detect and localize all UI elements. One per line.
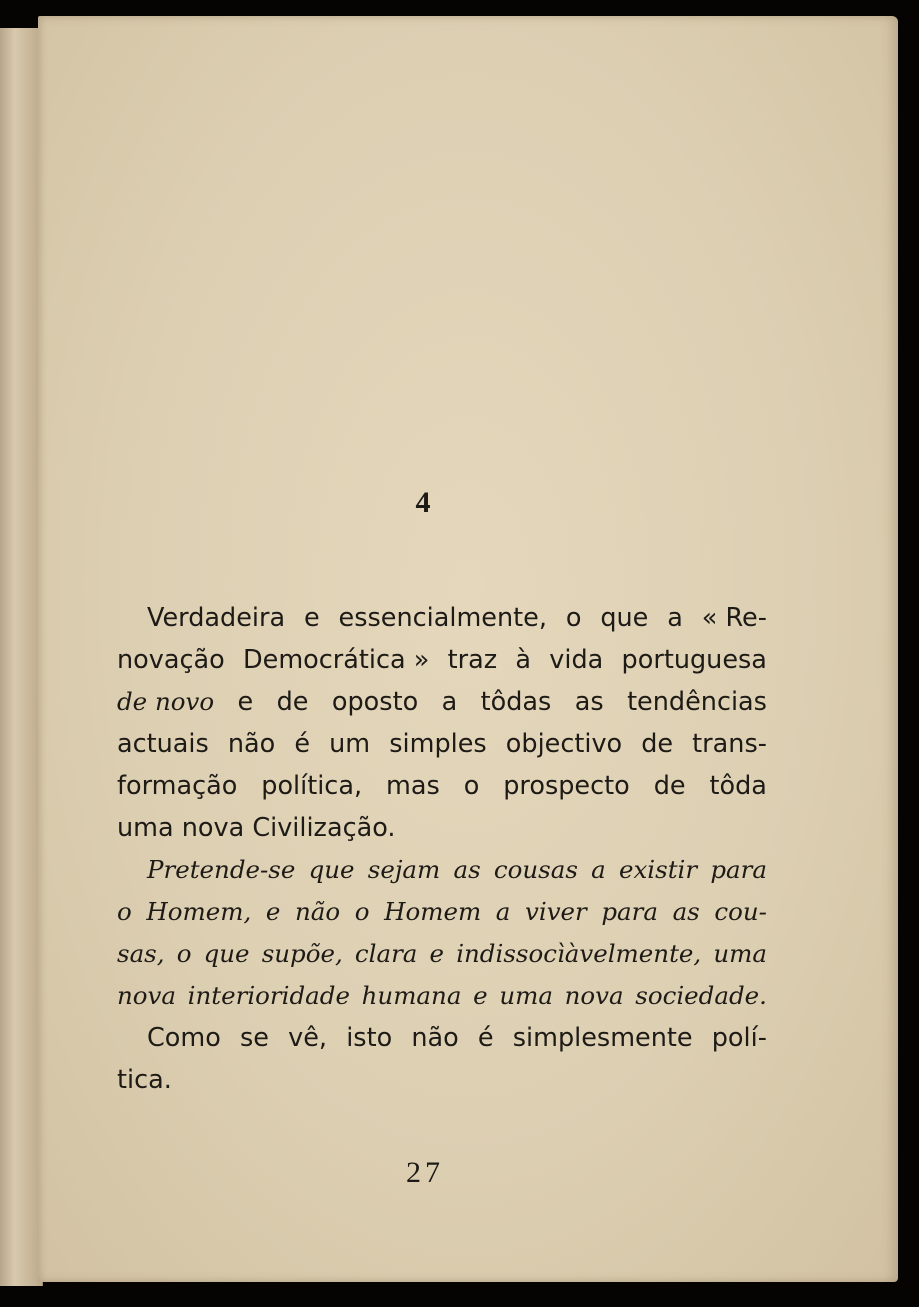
book-page bbox=[38, 16, 898, 1282]
paragraph-3-line-2: tica. bbox=[117, 1065, 172, 1095]
emphasis-de-novo: de novo bbox=[117, 687, 215, 716]
paragraph-2-line-2: o Homem, e não o Homem a viver para as cou- bbox=[117, 897, 767, 926]
paragraph-1-line-6: uma nova Civilização. bbox=[117, 813, 396, 843]
paragraph-1-line-3: de novo e de oposto a tôdas as tendências bbox=[117, 680, 767, 724]
paragraph-1-line-4: actuais não é um simples objectivo de trans- bbox=[117, 729, 767, 759]
paragraph-1-line-5: formação política, mas o prospecto de tôda bbox=[117, 771, 767, 801]
paragraph-1-line-2: novação Democrática » traz à vida portuguesa bbox=[117, 645, 767, 675]
previous-page-edge bbox=[0, 28, 43, 1286]
paragraph-2-line-3: sas, o que supõe, clara e indissocìàvelmente, uma bbox=[117, 939, 767, 968]
page-number: 27 bbox=[406, 1156, 444, 1189]
paragraph-2-line-4: nova interioridade humana e uma nova sociedade. bbox=[117, 981, 767, 1010]
section-number: 4 bbox=[415, 486, 431, 519]
paragraph-1-line-1: Verdadeira e essencialmente, o que a « Re- bbox=[147, 603, 767, 633]
paragraph-2-line-1: Pretende-se que sejam as cousas a existir para bbox=[147, 855, 767, 884]
paragraph-3-line-1: Como se vê, isto não é simplesmente polí- bbox=[147, 1023, 767, 1053]
